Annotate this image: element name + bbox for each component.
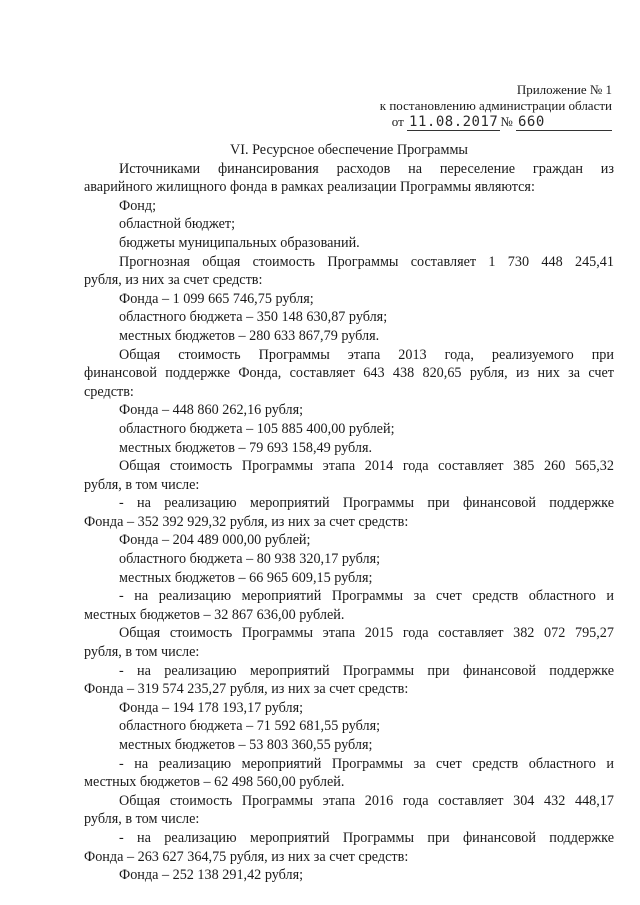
text-line: местных бюджетов – 53 803 360,55 рубля; xyxy=(119,737,373,753)
text-line: Фонда – 204 489 000,00 рублей; xyxy=(119,532,311,549)
text-line: местных бюджетов – 66 965 609,15 рубля; xyxy=(119,569,373,586)
text-line: местных бюджетов – 280 633 867,79 рубля. xyxy=(119,327,380,344)
text-line: средств: xyxy=(84,383,134,400)
text-line: Фонда – 1 099 665 746,75 рубля; xyxy=(119,290,314,307)
appendix-decree-ref: к постановлению администрации области xyxy=(379,98,612,113)
text-line: Фонда – 263 627 364,75 рубля, из них за счет средств: xyxy=(84,848,409,865)
text-line: Фонда – 252 138 291,42 рубля; xyxy=(119,867,304,884)
text-line: местных бюджетов – 62 498 560,00 рублей. xyxy=(84,774,345,791)
text-line: Источниками финансирования расходов на переселение граждан из xyxy=(119,160,614,177)
text-line: - на реализацию мероприятий Программы при финансовой поддержке xyxy=(119,829,614,846)
text-line: рубля, в том числе: xyxy=(84,811,200,828)
text-line: рубля, в том числе: xyxy=(84,476,200,493)
text-line: - на реализацию мероприятий Программы при финансовой поддержке xyxy=(119,495,614,512)
text-line: областного бюджета – 80 938 320,17 рубля; xyxy=(119,551,381,568)
text-line: аварийного жилищного фонда в рамках реализации Программы являются: xyxy=(84,179,535,196)
text-line: рубля, в том числе: xyxy=(84,644,200,661)
text-line: областного бюджета – 105 885 400,00 рублей; xyxy=(119,420,395,437)
text-line: - на реализацию мероприятий Программы за счет средств областного и xyxy=(119,588,614,605)
text-line: Общая стоимость Программы этапа 2016 года составляет 304 432 448,17 xyxy=(119,792,614,809)
text-line: местных бюджетов – 32 867 636,00 рублей. xyxy=(84,606,345,623)
appendix-number: Приложение № 1 xyxy=(516,82,612,97)
text-line: - на реализацию мероприятий Программы при финансовой поддержке xyxy=(119,662,614,679)
text-line: областной бюджет; xyxy=(119,216,236,233)
appendix-header xyxy=(380,82,612,131)
handwritten-date: 11.08.2017 xyxy=(409,114,499,130)
text-line: Фонда – 448 860 262,16 рубля; xyxy=(119,402,304,419)
document-body xyxy=(84,141,614,885)
text-line: Прогнозная общая стоимость Программы составляет 1 730 448 245,41 xyxy=(119,253,614,270)
text-line: областного бюджета – 350 148 630,87 рубля; xyxy=(119,309,388,326)
text-line: рубля, из них за счет средств: xyxy=(84,272,263,289)
date-prefix: от xyxy=(391,114,404,129)
section-title: VI. Ресурсное обеспечение Программы xyxy=(230,142,468,158)
number-prefix: № xyxy=(500,114,513,129)
text-line: Общая стоимость Программы этапа 2013 года, реализуемого при xyxy=(119,346,614,363)
text-line: Фонда – 319 574 235,27 рубля, из них за счет средств: xyxy=(84,681,409,698)
text-line: - на реализацию мероприятий Программы за счет средств областного и xyxy=(119,755,614,772)
text-line: Общая стоимость Программы этапа 2014 года составляет 385 260 565,32 xyxy=(119,458,614,475)
appendix-date-line xyxy=(380,114,612,131)
text-line: Фонда – 194 178 193,17 рубля; xyxy=(119,699,304,716)
text-line: Фонд; xyxy=(119,197,157,214)
handwritten-number: 660 xyxy=(516,114,612,131)
text-line: бюджеты муниципальных образований. xyxy=(119,234,360,251)
text-line: областного бюджета – 71 592 681,55 рубля; xyxy=(119,718,381,735)
text-line: местных бюджетов – 79 693 158,49 рубля. xyxy=(119,439,373,456)
text-line: Общая стоимость Программы этапа 2015 года составляет 382 072 795,27 xyxy=(119,625,614,642)
text-line: Фонда – 352 392 929,32 рубля, из них за счет средств: xyxy=(84,513,409,530)
text-line: финансовой поддержке Фонда, составляет 643 438 820,65 рубля, из них за счет xyxy=(84,365,614,382)
